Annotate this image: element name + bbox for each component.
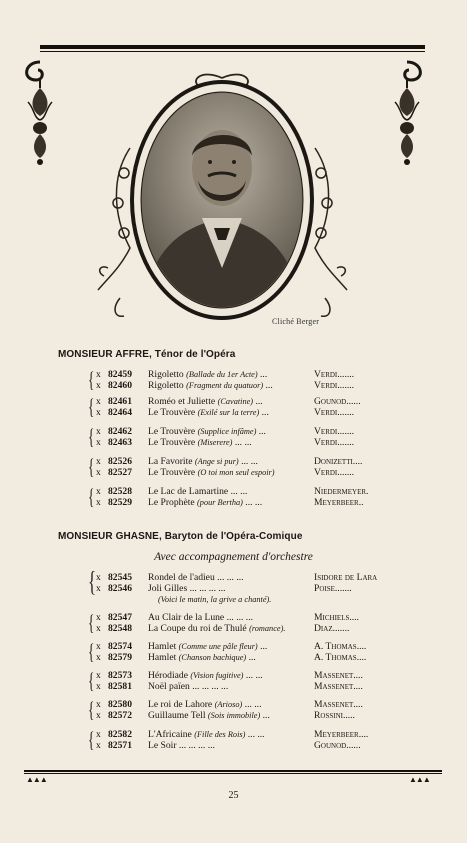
- leader-dots: ... ... ... ...: [192, 681, 229, 692]
- triangle-ornament-icon: ▲▲▲: [409, 775, 430, 784]
- record-title-text: Hamlet: [148, 641, 177, 652]
- record-row: [88, 681, 388, 692]
- record-composer: A. Thomas....: [314, 652, 367, 663]
- record-prefix: x: [96, 652, 101, 663]
- record-row: [88, 740, 388, 751]
- record-pair: [88, 369, 388, 391]
- record-number: 82545: [108, 572, 132, 583]
- record-detail: (romance).: [249, 624, 286, 633]
- record-composer: Donizetti....: [314, 456, 363, 467]
- record-pair: [88, 699, 388, 721]
- record-title: [148, 670, 263, 681]
- record-row: [88, 729, 388, 740]
- record-detail: (Fille des Rois): [194, 730, 246, 739]
- record-composer: Meyerbeer..: [314, 497, 364, 508]
- record-title: [148, 652, 256, 663]
- record-composer: Verdi.......: [314, 380, 355, 391]
- record-title-text: Hérodiade: [148, 670, 188, 681]
- leader-dots: ... ...: [247, 729, 265, 740]
- record-row: [88, 572, 388, 583]
- brace-icon: {: [88, 454, 95, 479]
- record-title-text: La Coupe du roi de Thulé: [148, 623, 247, 634]
- record-prefix: x: [96, 681, 101, 692]
- brace-icon: {: [88, 639, 95, 664]
- record-number: 82547: [108, 612, 132, 623]
- record-composer: Rossini.....: [314, 710, 355, 721]
- record-prefix: x: [96, 396, 101, 407]
- record-title-text: Le roi de Lahore: [148, 699, 213, 710]
- record-title-text: Le Lac de Lamartine: [148, 486, 229, 497]
- record-number: 82463: [108, 437, 132, 448]
- record-row: [88, 380, 388, 391]
- record-composer: Verdi.......: [314, 369, 355, 380]
- record-detail: (O toi mon seul espoir): [197, 468, 275, 477]
- leader-dots: ... ... ... ...: [178, 740, 215, 751]
- record-prefix: x: [96, 437, 101, 448]
- record-note-text: (Voici le matin, la grive a chanté).: [158, 595, 272, 604]
- record-title-text: Guillaume Tell: [148, 710, 206, 721]
- record-prefix: x: [96, 583, 101, 594]
- record-number: 82582: [108, 729, 132, 740]
- record-title-text: La Favorite: [148, 456, 193, 467]
- record-title: [148, 699, 261, 710]
- record-number: 82571: [108, 740, 132, 751]
- record-title: [148, 396, 263, 407]
- record-row: [88, 437, 388, 448]
- record-number: 82526: [108, 456, 132, 467]
- record-row: [88, 407, 388, 418]
- top-rule: [40, 45, 425, 49]
- record-row: [88, 670, 388, 681]
- brace-icon: {: [88, 367, 95, 392]
- record-pair: [88, 567, 388, 605]
- record-title: [148, 497, 262, 508]
- record-title-text: Rigoletto: [148, 380, 184, 391]
- record-title-text: Le Prophète: [148, 497, 195, 508]
- record-composer: Isidore de Lara: [314, 572, 378, 583]
- record-title: [148, 623, 285, 634]
- record-title-text: Rigoletto: [148, 369, 184, 380]
- record-number: 82573: [108, 670, 132, 681]
- record-number: 82527: [108, 467, 132, 478]
- record-prefix: x: [96, 641, 101, 652]
- record-number: 82548: [108, 623, 132, 634]
- record-row: [88, 652, 388, 663]
- leader-dots: ... ... ...: [226, 612, 253, 623]
- record-detail: (Comme une pâle fleur): [178, 642, 258, 651]
- record-composer: Verdi.......: [314, 437, 355, 448]
- record-pair: [88, 426, 388, 448]
- record-pair: [88, 486, 388, 508]
- record-detail: (Miserere): [197, 438, 233, 447]
- record-row: [88, 456, 388, 467]
- record-row: [88, 497, 388, 508]
- record-number: 82580: [108, 699, 132, 710]
- record-prefix: x: [96, 407, 101, 418]
- record-number: 82572: [108, 710, 132, 721]
- record-composer: Diaz.......: [314, 623, 350, 634]
- brace-icon: {: [88, 697, 95, 722]
- record-detail: (Ange si pur): [194, 457, 239, 466]
- brace-icon: {: [88, 424, 95, 449]
- brace-icon: {: [88, 567, 97, 598]
- record-prefix: x: [96, 572, 101, 583]
- record-composer: Gounod......: [314, 740, 361, 751]
- record-title: [148, 369, 267, 380]
- brace-icon: {: [88, 727, 95, 752]
- record-prefix: x: [96, 426, 101, 437]
- leader-dots: ...: [261, 407, 269, 418]
- record-prefix: x: [96, 729, 101, 740]
- record-number: 82529: [108, 497, 132, 508]
- record-title: [148, 467, 275, 478]
- record-composer: Massenet....: [314, 670, 363, 681]
- leader-dots: ...: [258, 426, 266, 437]
- record-prefix: x: [96, 740, 101, 751]
- record-number: 82462: [108, 426, 132, 437]
- leader-dots: ...: [262, 710, 270, 721]
- record-detail: (Arioso): [214, 700, 243, 709]
- section-heading: MONSIEUR AFFRE, Ténor de l'Opéra: [58, 349, 236, 360]
- record-detail: (Supplice infâme): [197, 427, 257, 436]
- record-prefix: x: [96, 380, 101, 391]
- record-detail: (Cavatine): [217, 397, 254, 406]
- record-number: 82461: [108, 396, 132, 407]
- record-title: [148, 380, 273, 391]
- record-title: [148, 572, 244, 583]
- top-rule-thin: [40, 51, 425, 52]
- record-prefix: x: [96, 612, 101, 623]
- record-title: [148, 641, 267, 652]
- record-pair: [88, 729, 388, 751]
- record-number: 82574: [108, 641, 132, 652]
- leader-dots: ... ...: [234, 437, 252, 448]
- record-title-text: Le Trouvère: [148, 467, 196, 478]
- leader-dots: ...: [260, 369, 268, 380]
- page-number: 25: [228, 790, 239, 801]
- record-row: [88, 396, 388, 407]
- left-ornament-icon: [20, 58, 62, 168]
- leader-dots: ...: [265, 380, 273, 391]
- leader-dots: ...: [248, 652, 256, 663]
- record-row: [88, 426, 388, 437]
- record-title: [148, 710, 270, 721]
- record-prefix: x: [96, 467, 101, 478]
- record-composer: Gounod......: [314, 396, 361, 407]
- record-prefix: x: [96, 486, 101, 497]
- bottom-rule: [24, 770, 442, 772]
- leader-dots: ... ... ...: [217, 572, 244, 583]
- record-title-text: Le Soir: [148, 740, 177, 751]
- record-note: [88, 594, 388, 605]
- record-title: [148, 583, 226, 594]
- record-prefix: x: [96, 699, 101, 710]
- record-title-text: Au Clair de la Lune: [148, 612, 225, 623]
- leader-dots: ... ...: [245, 497, 263, 508]
- record-composer: Michiels....: [314, 612, 359, 623]
- record-row: [88, 583, 388, 594]
- record-row: [88, 369, 388, 380]
- record-detail: (pour Bertha): [197, 498, 243, 507]
- record-detail: (Fragment du quatuor): [186, 381, 264, 390]
- leader-dots: ...: [260, 641, 268, 652]
- record-prefix: x: [96, 670, 101, 681]
- leader-dots: ... ...: [230, 486, 248, 497]
- record-composer: Niedermeyer.: [314, 486, 369, 497]
- record-number: 82459: [108, 369, 132, 380]
- record-prefix: x: [96, 369, 101, 380]
- record-row: [88, 612, 388, 623]
- record-row: [88, 710, 388, 721]
- record-composer: Poise.......: [314, 583, 352, 594]
- right-ornament-icon: [385, 58, 427, 168]
- record-title-text: Joli Gilles: [148, 583, 188, 594]
- record-pair: [88, 456, 388, 478]
- record-row: [88, 467, 388, 478]
- record-title-text: Le Trouvère: [148, 426, 196, 437]
- record-title: [148, 729, 265, 740]
- record-prefix: x: [96, 456, 101, 467]
- record-title-text: Le Trouvère: [148, 407, 196, 418]
- brace-icon: {: [88, 394, 95, 419]
- triangle-ornament-icon: ▲▲▲: [26, 775, 47, 784]
- brace-icon: {: [88, 668, 95, 693]
- record-composer: Massenet....: [314, 699, 363, 710]
- record-pair: [88, 670, 388, 692]
- record-number: 82460: [108, 380, 132, 391]
- record-title: [148, 740, 215, 751]
- record-number: 82581: [108, 681, 132, 692]
- record-pair: [88, 396, 388, 418]
- record-number: 82546: [108, 583, 132, 594]
- leader-dots: ... ...: [241, 456, 258, 467]
- record-title: [148, 407, 269, 418]
- record-composer: Verdi.......: [314, 407, 355, 418]
- record-row: [88, 699, 388, 710]
- record-composer: Meyerbeer....: [314, 729, 369, 740]
- record-number: 82579: [108, 652, 132, 663]
- record-composer: A. Thomas....: [314, 641, 367, 652]
- record-composer: Verdi.......: [314, 467, 355, 478]
- record-number: 82464: [108, 407, 132, 418]
- record-title-text: Roméo et Juliette: [148, 396, 216, 407]
- record-detail: (Ballade du 1er Acte): [186, 370, 258, 379]
- section-subheading: Avec accompagnement d'orchestre: [154, 551, 313, 563]
- record-title-text: Noël païen: [148, 681, 190, 692]
- record-title-text: Rondel de l'adieu: [148, 572, 215, 583]
- record-title: [148, 612, 253, 623]
- record-composer: Verdi.......: [314, 426, 355, 437]
- brace-icon: {: [88, 484, 95, 509]
- bottom-rule-thin: [24, 773, 442, 774]
- record-title-text: L'Africaine: [148, 729, 192, 740]
- record-title: [148, 437, 252, 448]
- record-prefix: x: [96, 710, 101, 721]
- record-pair: [88, 641, 388, 663]
- record-pair: [88, 612, 388, 634]
- record-title-text: Le Trouvère: [148, 437, 196, 448]
- record-detail: (Exilé sur la terre): [197, 408, 260, 417]
- record-composer: Massenet....: [314, 681, 363, 692]
- record-title: [148, 486, 247, 497]
- record-title: [148, 681, 228, 692]
- brace-icon: {: [88, 610, 95, 635]
- record-detail: (Sois immobile): [207, 711, 261, 720]
- record-number: 82528: [108, 486, 132, 497]
- photo-caption: Cliché Berger: [272, 317, 320, 326]
- leader-dots: ... ... ... ...: [189, 583, 226, 594]
- record-row: [88, 486, 388, 497]
- portrait-photo: [90, 68, 355, 333]
- record-row: [88, 623, 388, 634]
- section-heading: MONSIEUR GHASNE, Baryton de l'Opéra-Comique: [58, 531, 303, 542]
- record-title-text: Hamlet: [148, 652, 177, 663]
- record-row: [88, 641, 388, 652]
- record-detail: (Vision fugitive): [190, 671, 244, 680]
- leader-dots: ... ...: [244, 699, 262, 710]
- record-title: [148, 456, 258, 467]
- leader-dots: ... ...: [245, 670, 263, 681]
- record-prefix: x: [96, 497, 101, 508]
- record-title: [148, 426, 266, 437]
- record-detail: (Chanson bachique): [178, 653, 247, 662]
- record-prefix: x: [96, 623, 101, 634]
- leader-dots: ...: [255, 396, 263, 407]
